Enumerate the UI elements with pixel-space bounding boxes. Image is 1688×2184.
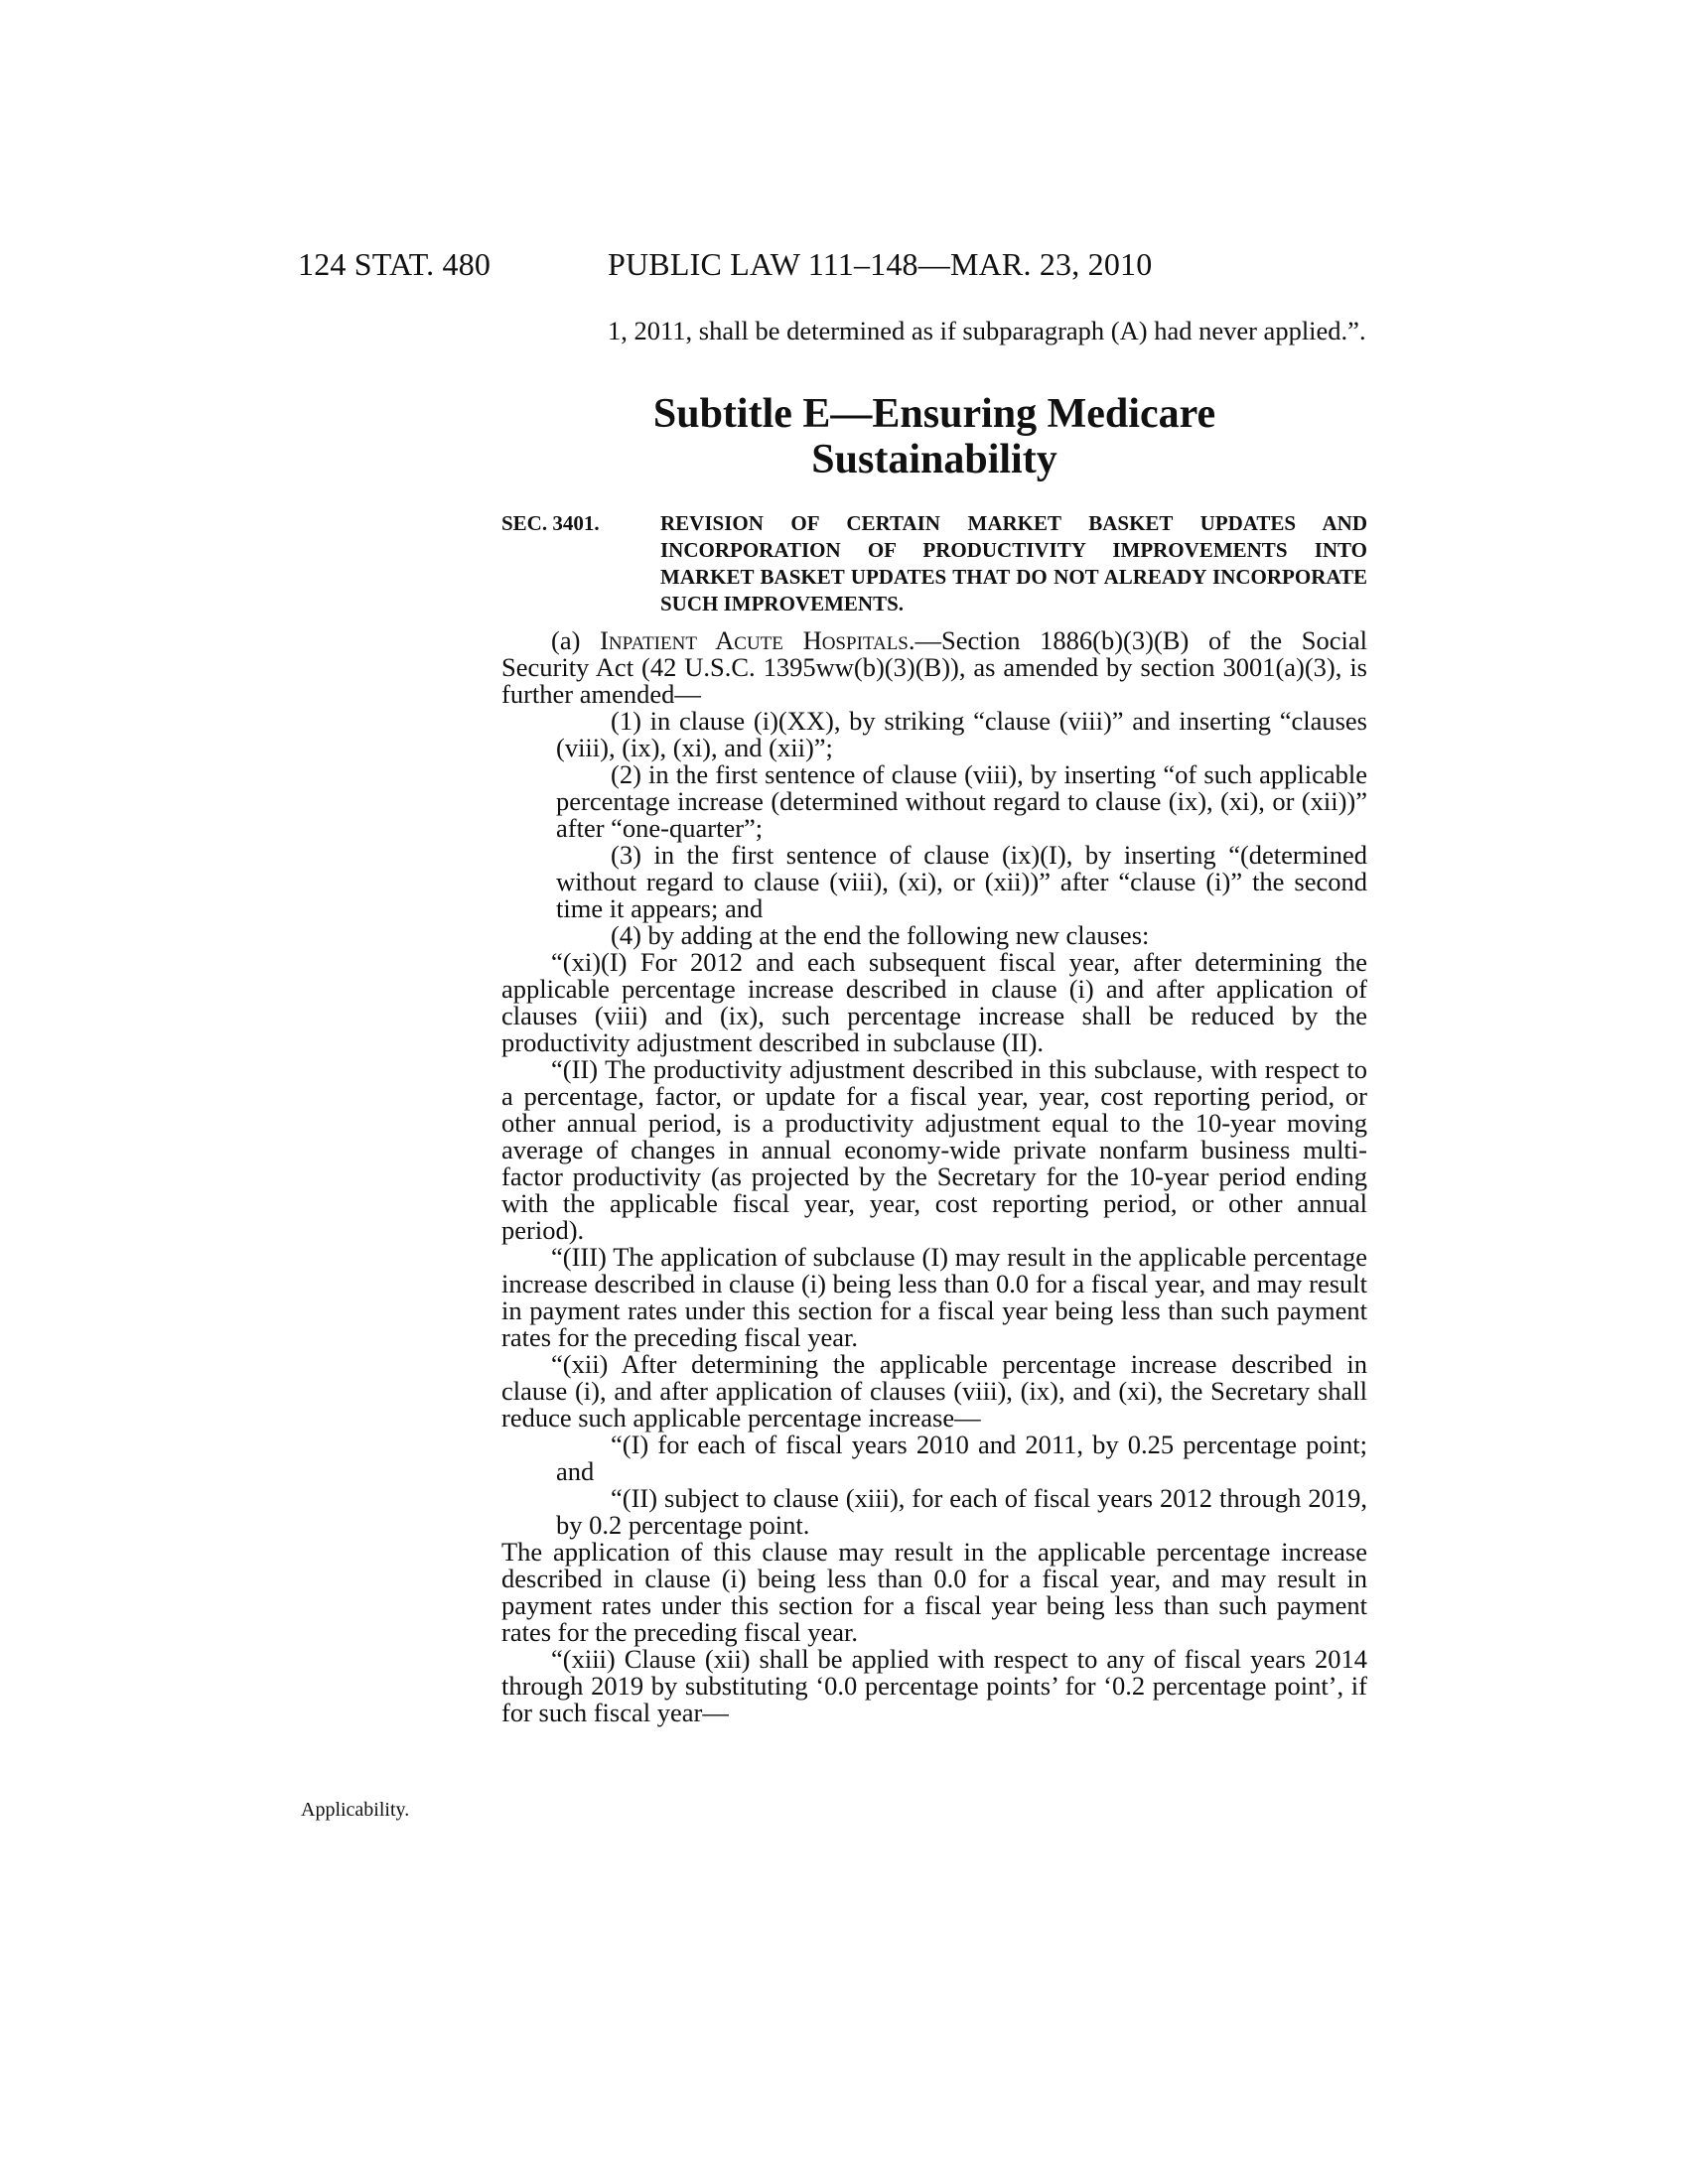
clause-xii: “(xii) After determining the applicable percentage increase described in clause (i), and after application of clauses (viii), (ix), and (xi), the Secretary shall reduce such applicable percentage increase— xyxy=(501,1349,1367,1433)
stat-page-reference: 124 STAT. 480 xyxy=(298,246,492,282)
continuation-paragraph: 1, 2011, shall be determined as if subparagraph (A) had never applied.”. xyxy=(608,316,1366,345)
section-number: SEC. 3401. xyxy=(501,511,600,535)
clause-xiii: “(xiii) Clause (xii) shall be applied with respect to any of fiscal years 2014 through 2019 by substituting ‘0.0 percentage points’ for ‘0.2 percentage point’, if for such fiscal year— xyxy=(501,1644,1367,1727)
section-title: REVISION OF CERTAIN MARKET BASKET UPDATES AND INCORPORATION OF PRODUCTIVITY IMPROVEMENTS INTO MARKET BASKET UPDATES THAT DO NOT ALREADY INCORPORATE SUCH IMPROVEMENTS. xyxy=(660,511,1367,615)
paragraph-a-text: —Section 1886(b)(3)(B) of the Social Security Act (42 U.S.C. 1395ww(b)(3)(B)), as amended by section 3001(a)(3), is further amended— xyxy=(501,625,1367,709)
subtitle-heading xyxy=(501,391,1367,482)
paragraph-a xyxy=(501,627,1367,708)
clause-xii-flush: The application of this clause may result in the applicable percentage increase described in clause (i) being less than 0.0 for a fiscal year, and may result in payment rates under this section for a fiscal year being less than such payment rates for the preceding fiscal year. xyxy=(501,1537,1367,1647)
clause-xi-I: “(xi)(I) For 2012 and each subsequent fiscal year, after determining the applicable percentage increase described in clause (i) and after application of clauses (viii) and (ix), such percentage increase shall be reduced by the productivity adjustment described in subclause (II). xyxy=(501,947,1367,1057)
clause-xi-II: “(II) The productivity adjustment described in this subclause, with respect to a percentage, factor, or update for a fiscal year, year, cost reporting period, or other annual period, is a productivity adjustment equal to the 10-year moving average of changes in annual economy-wide private nonfarm business multi-factor productivity (as projected by the Secretary for the 10-year period ending with the applicable fiscal year, year, cost reporting period, or other annual period). xyxy=(501,1054,1367,1245)
amendment-4: (4) by adding at the end the following new clauses: xyxy=(611,920,1150,950)
paragraph-a-heading: Inpatient Acute Hospitals. xyxy=(600,625,915,655)
public-law-reference: PUBLIC LAW 111–148—MAR. 23, 2010 xyxy=(608,246,1153,282)
section-heading xyxy=(501,510,1367,617)
margin-note-applicability: Applicability. xyxy=(301,1799,410,1821)
subtitle-line-1: Subtitle E—Ensuring Medicare xyxy=(652,391,1216,437)
paragraph-a-label: (a) xyxy=(551,625,601,655)
amendment-1: (1) in clause (i)(XX), by striking “clause (viii)” and inserting “clauses (viii), (ix), (xi), and (xii)”; xyxy=(556,706,1367,762)
amendment-3: (3) in the first sentence of clause (ix)(I), by inserting “(determined without regard to clause (viii), (xi), or (xii))” after “clause (i)” the second time it appears; and xyxy=(556,840,1367,923)
section-body xyxy=(501,627,1367,1726)
clause-xii-I: “(I) for each of fiscal years 2010 and 2011, by 0.25 percentage point; and xyxy=(556,1430,1367,1486)
clause-xii-II: “(II) subject to clause (xiii), for each of fiscal years 2012 through 2019, by 0.2 percentage point. xyxy=(556,1483,1367,1540)
clause-xi-III: “(III) The application of subclause (I) may result in the applicable percentage increase described in clause (i) being less than 0.0 for a fiscal year, and may result in payment rates under this section for a fiscal year being less than such payment rates for the preceding fiscal year. xyxy=(501,1242,1367,1352)
subtitle-line-2: Sustainability xyxy=(811,437,1057,482)
amendment-2: (2) in the first sentence of clause (viii), by inserting “of such applicable percentage increase (determined without regard to clause (ix), (xi), or (xii))” after “one-quarter”; xyxy=(556,759,1367,843)
